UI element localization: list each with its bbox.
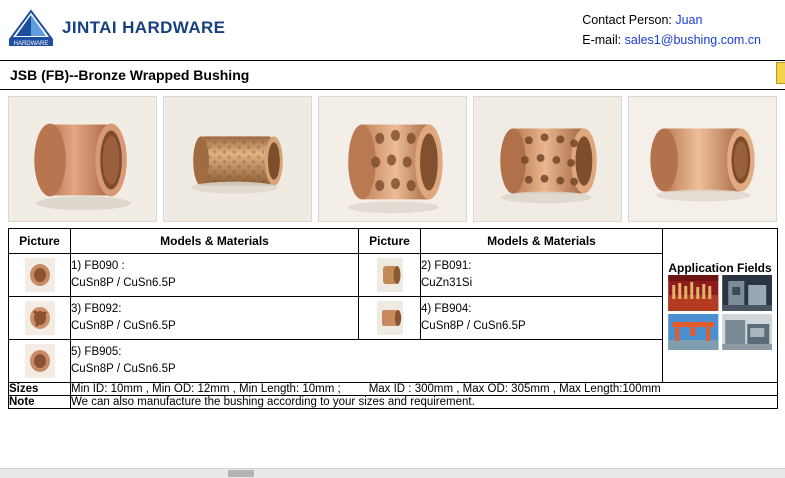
- contact-person-value: Juan: [675, 13, 703, 27]
- header-application-fields: [663, 229, 778, 383]
- header-models-2: Models & Materials: [421, 229, 663, 254]
- header-picture-1: Picture: [9, 229, 71, 254]
- document-title-bar: [0, 60, 785, 90]
- horizontal-scrollbar[interactable]: [0, 468, 785, 478]
- scrollbar-thumb[interactable]: [228, 470, 254, 477]
- row3-left-models: [71, 340, 663, 383]
- table-row: [9, 297, 778, 340]
- jintai-logo-icon: [8, 8, 54, 48]
- row3-left-code: 5) FB905:: [71, 346, 122, 358]
- company-logo: [8, 8, 225, 48]
- page-title: JSB (FB)--Bronze Wrapped Bushing: [10, 67, 250, 83]
- product-photo-3: [318, 96, 467, 222]
- application-industrial-plant-image: [668, 275, 719, 311]
- row1-right-code: 2) FB091:: [421, 260, 472, 272]
- row2-left-material: CuSn8P / CuSn6.5P: [71, 320, 176, 332]
- sizes-min-text: Min ID: 10mm , Min OD: 12mm , Min Length: 10mm ;: [71, 383, 341, 395]
- sizes-row: [9, 383, 778, 396]
- page-header: [0, 0, 785, 60]
- table-row: [9, 254, 778, 297]
- row2-left-code: 3) FB092:: [71, 303, 122, 315]
- application-cnc-machine-image: [722, 314, 773, 350]
- product-photo-4: [473, 96, 622, 222]
- contact-email-row: [582, 30, 761, 50]
- row3-left-picture: [9, 340, 71, 383]
- note-text: We can also manufacture the bushing according to your sizes and requirement.: [71, 396, 778, 409]
- svg-text:HARDWARE: HARDWARE: [13, 41, 49, 47]
- contact-person-row: [582, 10, 761, 30]
- row1-left-material: CuSn8P / CuSn6.5P: [71, 277, 176, 289]
- row3-left-material: CuSn8P / CuSn6.5P: [71, 363, 176, 375]
- sizes-value: [71, 383, 778, 396]
- row1-right-picture: [359, 254, 421, 297]
- product-photo-1: [8, 96, 157, 222]
- application-gantry-crane-image: [668, 314, 719, 350]
- product-table: [8, 228, 778, 409]
- note-label: Note: [9, 396, 71, 409]
- contact-email-label: E-mail:: [582, 33, 622, 47]
- row1-right-models: [421, 254, 663, 297]
- note-row: [9, 396, 778, 409]
- row1-right-material: CuZn31Si: [421, 277, 473, 289]
- product-photo-strip: [0, 90, 785, 228]
- application-machinery-press-image: [722, 275, 773, 311]
- contact-email-value[interactable]: sales1@bushing.com.cn: [624, 33, 761, 47]
- company-name: JINTAI HARDWARE: [62, 18, 226, 37]
- header-models-1: Models & Materials: [71, 229, 359, 254]
- contact-block: [582, 8, 761, 50]
- application-image-grid: [668, 275, 772, 350]
- application-header-label: Application Fields: [668, 261, 772, 275]
- header-picture-2: Picture: [359, 229, 421, 254]
- row2-left-models: [71, 297, 359, 340]
- row2-right-code: 4) FB904:: [421, 303, 472, 315]
- row2-left-picture: [9, 297, 71, 340]
- row1-left-models: [71, 254, 359, 297]
- row2-right-material: CuSn8P / CuSn6.5P: [421, 320, 526, 332]
- product-photo-5: [628, 96, 777, 222]
- row2-right-picture: [359, 297, 421, 340]
- product-photo-2: [163, 96, 312, 222]
- sizes-max-text: Max ID : 300mm , Max OD: 305mm , Max Length:100mm: [368, 383, 661, 395]
- row2-right-models: [421, 297, 663, 340]
- table-row: [9, 340, 778, 383]
- page-edge-tab[interactable]: [776, 62, 785, 84]
- contact-person-label: Contact Person:: [582, 13, 672, 27]
- sizes-label: Sizes: [9, 383, 71, 396]
- row1-left-picture: [9, 254, 71, 297]
- row1-left-code: 1) FB090 :: [71, 260, 125, 272]
- table-header-row: [9, 229, 778, 254]
